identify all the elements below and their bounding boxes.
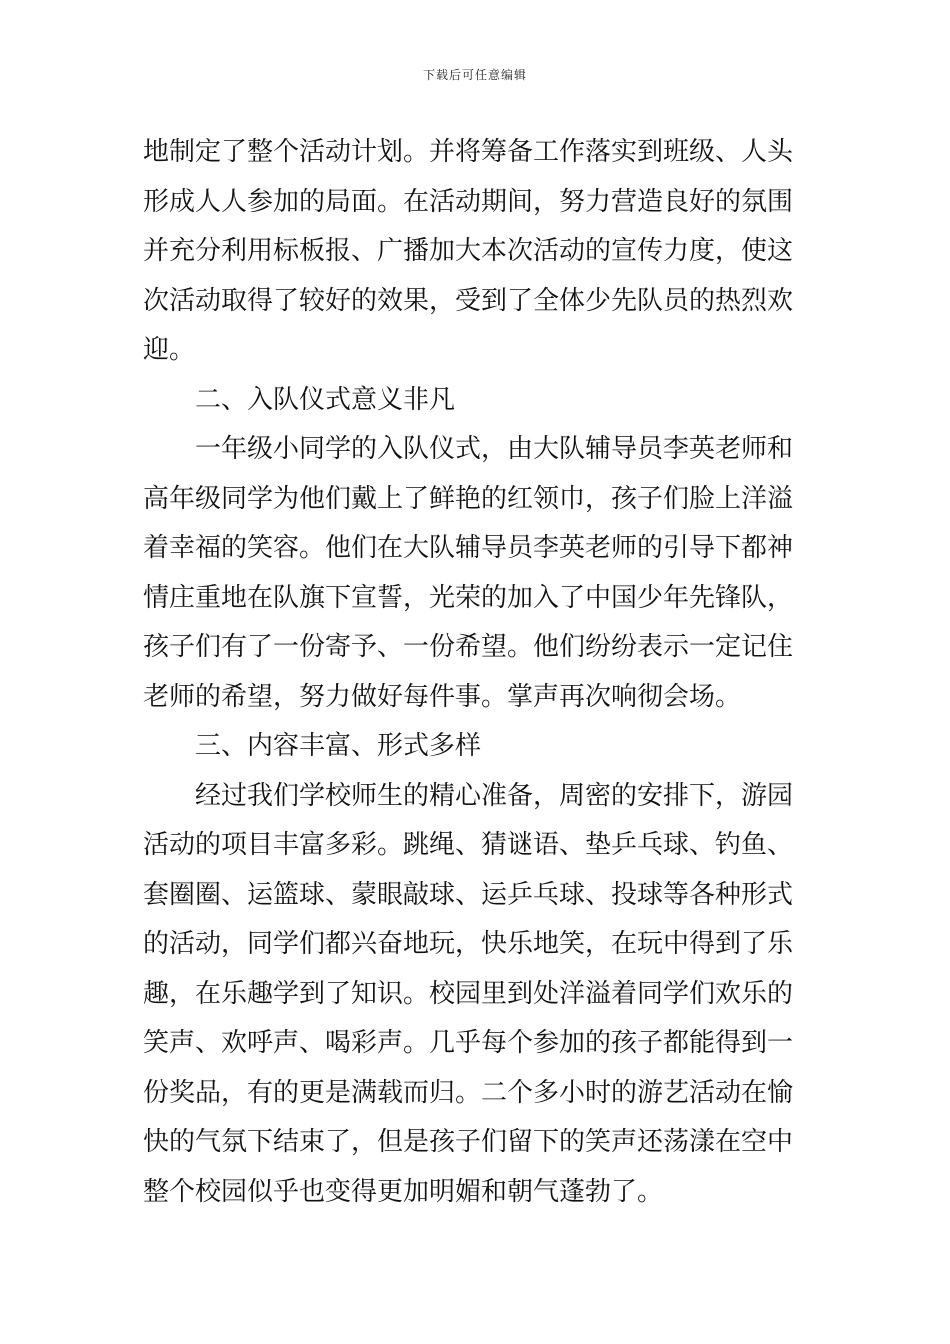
text-line: 整个校园似乎也变得更加明媚和朝气蓬勃了。 [143, 1176, 664, 1207]
text-line: 套圈圈、运篮球、蒙眼敲球、运乒乓球、投球等各种形式 [143, 879, 794, 910]
text-line: 快的气氛下结束了，但是孩子们留下的笑声还荡漾在空中 [143, 1127, 794, 1157]
text-line: 老师的希望，努力做好每件事。掌声再次响彻会场。 [143, 681, 742, 712]
text-line: 情庄重地在队旗下宣誓，光荣的加入了中国少年先锋队， [143, 582, 794, 613]
paragraph-start-line: 一年级小同学的入队仪式，由大队辅导员李英老师和 [195, 434, 794, 464]
text-line: 着幸福的笑容。他们在大队辅导员李英老师的引导下都神 [143, 533, 794, 563]
text-line: 并充分利用标板报、广播加大本次活动的宣传力度，使这 [143, 236, 794, 266]
paragraph-start-line: 经过我们学校师生的精心准备，周密的安排下，游园 [195, 780, 794, 811]
text-line: 的活动，同学们都兴奋地玩，快乐地笑，在玩中得到了乐 [143, 929, 794, 959]
text-line: 趣，在乐趣学到了知识。校园里到处洋溢着同学们欢乐的 [143, 978, 794, 1009]
text-line: 次活动取得了较好的效果，受到了全体少先队员的热烈欢 [143, 285, 794, 316]
text-line: 份奖品，有的更是满载而归。二个多小时的游艺活动在愉 [143, 1077, 794, 1108]
text-line: 迎。 [143, 335, 196, 365]
paragraph-start-line: 二、入队仪式意义非凡 [195, 384, 456, 415]
text-line: 形成人人参加的局面。在活动期间，努力营造良好的氛围 [143, 186, 794, 217]
text-line: 地制定了整个活动计划。并将筹备工作落实到班级、人头 [143, 137, 794, 167]
text-line: 笑声、欢呼声、喝彩声。几乎每个参加的孩子都能得到一 [143, 1028, 794, 1058]
text-line: 孩子们有了一份寄予、一份希望。他们纷纷表示一定记住 [143, 632, 794, 662]
document-body [143, 128, 807, 1217]
paragraph-start-line: 三、内容丰富、形式多样 [195, 731, 482, 761]
text-line: 高年级同学为他们戴上了鲜艳的红领巾，孩子们脸上洋溢 [143, 483, 794, 514]
header-note: 下载后可任意编辑 [422, 68, 527, 82]
text-line: 活动的项目丰富多彩。跳绳、猜谜语、垫乒乓球、钓鱼、 [143, 830, 794, 860]
